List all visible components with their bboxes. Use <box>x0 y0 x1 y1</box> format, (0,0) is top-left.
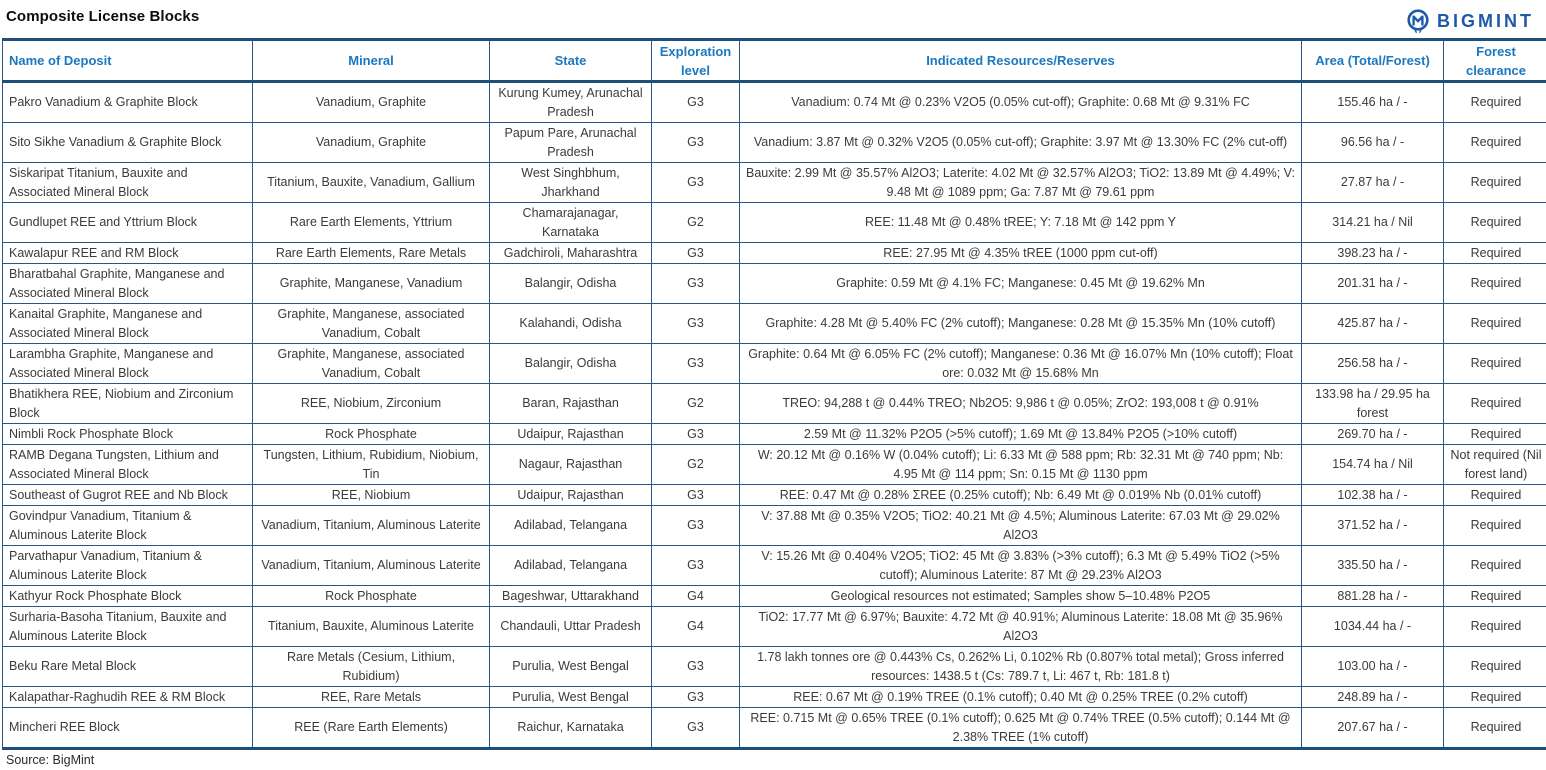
composite-license-table <box>2 38 1546 750</box>
cell-area-total-forest: 314.21 ha / Nil <box>1302 203 1444 243</box>
cell-exploration-level: G2 <box>652 203 740 243</box>
cell-forest-clearance: Required <box>1444 203 1546 243</box>
cell-name-of-deposit: Kalapathar-Raghudih REE & RM Block <box>3 687 253 708</box>
cell-state: Balangir, Odisha <box>490 264 652 304</box>
cell-area-total-forest: 335.50 ha / - <box>1302 546 1444 586</box>
cell-indicated-resources: REE: 11.48 Mt @ 0.48% tREE; Y: 7.18 Mt @ 142 ppm Y <box>740 203 1302 243</box>
cell-indicated-resources: Graphite: 4.28 Mt @ 5.40% FC (2% cutoff); Manganese: 0.28 Mt @ 15.35% Mn (10% cutoff) <box>740 304 1302 344</box>
cell-state: Nagaur, Rajasthan <box>490 445 652 485</box>
cell-exploration-level: G3 <box>652 82 740 123</box>
cell-mineral: Rock Phosphate <box>253 424 490 445</box>
table-row <box>3 546 1546 586</box>
cell-forest-clearance: Required <box>1444 384 1546 424</box>
cell-forest-clearance: Not required (Nil forest land) <box>1444 445 1546 485</box>
table-row <box>3 163 1546 203</box>
table-row <box>3 203 1546 243</box>
cell-name-of-deposit: Siskaripat Titanium, Bauxite and Associated Mineral Block <box>3 163 253 203</box>
cell-area-total-forest: 154.74 ha / Nil <box>1302 445 1444 485</box>
cell-state: Purulia, West Bengal <box>490 647 652 687</box>
table-row <box>3 264 1546 304</box>
cell-mineral: REE, Niobium <box>253 485 490 506</box>
header-mineral: Mineral <box>253 40 490 82</box>
cell-exploration-level: G3 <box>652 708 740 749</box>
cell-state: Gadchiroli, Maharashtra <box>490 243 652 264</box>
cell-indicated-resources: TiO2: 17.77 Mt @ 6.97%; Bauxite: 4.72 Mt @ 40.91%; Aluminous Laterite: 18.08 Mt @ 35.96% Al2O3 <box>740 607 1302 647</box>
table-row <box>3 82 1546 123</box>
cell-exploration-level: G3 <box>652 123 740 163</box>
cell-exploration-level: G3 <box>652 424 740 445</box>
table-row <box>3 647 1546 687</box>
cell-forest-clearance: Required <box>1444 243 1546 264</box>
cell-name-of-deposit: Surharia-Basoha Titanium, Bauxite and Aluminous Laterite Block <box>3 607 253 647</box>
header-state: State <box>490 40 652 82</box>
cell-forest-clearance: Required <box>1444 123 1546 163</box>
cell-indicated-resources: REE: 0.715 Mt @ 0.65% TREE (0.1% cutoff); 0.625 Mt @ 0.74% TREE (0.5% cutoff); 0.144 Mt @ 2.38% TREE (1% cutoff) <box>740 708 1302 749</box>
cell-forest-clearance: Required <box>1444 506 1546 546</box>
cell-indicated-resources: REE: 0.47 Mt @ 0.28% ΣREE (0.25% cutoff); Nb: 6.49 Mt @ 0.019% Nb (0.01% cutoff) <box>740 485 1302 506</box>
cell-mineral: Graphite, Manganese, Vanadium <box>253 264 490 304</box>
cell-forest-clearance: Required <box>1444 264 1546 304</box>
table-row <box>3 384 1546 424</box>
header-indicated-resources: Indicated Resources/Reserves <box>740 40 1302 82</box>
cell-forest-clearance: Required <box>1444 424 1546 445</box>
table-row <box>3 586 1546 607</box>
cell-name-of-deposit: Beku Rare Metal Block <box>3 647 253 687</box>
cell-name-of-deposit: Gundlupet REE and Yttrium Block <box>3 203 253 243</box>
cell-name-of-deposit: Southeast of Gugrot REE and Nb Block <box>3 485 253 506</box>
cell-area-total-forest: 248.89 ha / - <box>1302 687 1444 708</box>
cell-name-of-deposit: Kawalapur REE and RM Block <box>3 243 253 264</box>
table-row <box>3 123 1546 163</box>
cell-forest-clearance: Required <box>1444 546 1546 586</box>
cell-state: Udaipur, Rajasthan <box>490 424 652 445</box>
table-row <box>3 243 1546 264</box>
cell-forest-clearance: Required <box>1444 344 1546 384</box>
cell-name-of-deposit: Kathyur Rock Phosphate Block <box>3 586 253 607</box>
cell-exploration-level: G3 <box>652 687 740 708</box>
cell-name-of-deposit: Mincheri REE Block <box>3 708 253 749</box>
cell-area-total-forest: 425.87 ha / - <box>1302 304 1444 344</box>
table-body <box>3 82 1546 749</box>
cell-forest-clearance: Required <box>1444 687 1546 708</box>
cell-area-total-forest: 881.28 ha / - <box>1302 586 1444 607</box>
cell-name-of-deposit: RAMB Degana Tungsten, Lithium and Associated Mineral Block <box>3 445 253 485</box>
table-row <box>3 485 1546 506</box>
topbar <box>2 0 1544 38</box>
cell-exploration-level: G3 <box>652 243 740 264</box>
cell-area-total-forest: 201.31 ha / - <box>1302 264 1444 304</box>
cell-exploration-level: G4 <box>652 607 740 647</box>
table-row <box>3 607 1546 647</box>
cell-name-of-deposit: Bhatikhera REE, Niobium and Zirconium Block <box>3 384 253 424</box>
cell-state: Raichur, Karnataka <box>490 708 652 749</box>
cell-area-total-forest: 155.46 ha / - <box>1302 82 1444 123</box>
cell-exploration-level: G3 <box>652 546 740 586</box>
cell-indicated-resources: Graphite: 0.64 Mt @ 6.05% FC (2% cutoff); Manganese: 0.36 Mt @ 16.07% Mn (10% cutoff); Float ore: 0.032 Mt @ 15.68% Mn <box>740 344 1302 384</box>
cell-name-of-deposit: Pakro Vanadium & Graphite Block <box>3 82 253 123</box>
cell-state: Adilabad, Telangana <box>490 506 652 546</box>
cell-exploration-level: G2 <box>652 384 740 424</box>
cell-mineral: Vanadium, Titanium, Aluminous Laterite <box>253 546 490 586</box>
cell-state: Kurung Kumey, Arunachal Pradesh <box>490 82 652 123</box>
cell-mineral: Rare Earth Elements, Rare Metals <box>253 243 490 264</box>
cell-area-total-forest: 96.56 ha / - <box>1302 123 1444 163</box>
page-title: Composite License Blocks <box>6 8 199 25</box>
cell-indicated-resources: 2.59 Mt @ 11.32% P2O5 (>5% cutoff); 1.69 Mt @ 13.84% P2O5 (>10% cutoff) <box>740 424 1302 445</box>
cell-exploration-level: G3 <box>652 304 740 344</box>
cell-indicated-resources: V: 15.26 Mt @ 0.404% V2O5; TiO2: 45 Mt @ 3.83% (>3% cutoff); 6.3 Mt @ 5.49% TiO2 (>5% cutoff); Aluminous Laterite: 87 Mt @ 29.23% Al2O3 <box>740 546 1302 586</box>
cell-area-total-forest: 269.70 ha / - <box>1302 424 1444 445</box>
cell-name-of-deposit: Govindpur Vanadium, Titanium & Aluminous Laterite Block <box>3 506 253 546</box>
cell-forest-clearance: Required <box>1444 304 1546 344</box>
cell-area-total-forest: 371.52 ha / - <box>1302 506 1444 546</box>
cell-exploration-level: G3 <box>652 163 740 203</box>
cell-indicated-resources: Vanadium: 3.87 Mt @ 0.32% V2O5 (0.05% cut-off); Graphite: 3.97 Mt @ 13.30% FC (2% cut-off) <box>740 123 1302 163</box>
cell-mineral: Tungsten, Lithium, Rubidium, Niobium, Tin <box>253 445 490 485</box>
cell-area-total-forest: 27.87 ha / - <box>1302 163 1444 203</box>
cell-indicated-resources: Graphite: 0.59 Mt @ 4.1% FC; Manganese: 0.45 Mt @ 19.62% Mn <box>740 264 1302 304</box>
cell-area-total-forest: 207.67 ha / - <box>1302 708 1444 749</box>
table-row <box>3 304 1546 344</box>
bigmint-circle-m-icon <box>1405 8 1431 34</box>
cell-name-of-deposit: Kanaital Graphite, Manganese and Associated Mineral Block <box>3 304 253 344</box>
cell-forest-clearance: Required <box>1444 586 1546 607</box>
cell-exploration-level: G3 <box>652 506 740 546</box>
cell-mineral: Vanadium, Graphite <box>253 82 490 123</box>
cell-state: Balangir, Odisha <box>490 344 652 384</box>
table-row <box>3 344 1546 384</box>
cell-exploration-level: G4 <box>652 586 740 607</box>
cell-exploration-level: G3 <box>652 264 740 304</box>
cell-indicated-resources: W: 20.12 Mt @ 0.16% W (0.04% cutoff); Li: 6.33 Mt @ 588 ppm; Rb: 32.31 Mt @ 740 ppm; Nb: 4.95 Mt @ 114 ppm; Sn: 0.15 Mt @ 1130 ppm <box>740 445 1302 485</box>
cell-mineral: Titanium, Bauxite, Aluminous Laterite <box>253 607 490 647</box>
cell-forest-clearance: Required <box>1444 607 1546 647</box>
cell-mineral: Vanadium, Graphite <box>253 123 490 163</box>
cell-area-total-forest: 102.38 ha / - <box>1302 485 1444 506</box>
cell-state: Chandauli, Uttar Pradesh <box>490 607 652 647</box>
cell-forest-clearance: Required <box>1444 82 1546 123</box>
cell-mineral: Graphite, Manganese, associated Vanadium, Cobalt <box>253 304 490 344</box>
cell-state: Purulia, West Bengal <box>490 687 652 708</box>
cell-area-total-forest: 398.23 ha / - <box>1302 243 1444 264</box>
cell-exploration-level: G3 <box>652 344 740 384</box>
bigmint-wordmark: BIGMINT <box>1437 11 1534 32</box>
cell-exploration-level: G3 <box>652 647 740 687</box>
bigmint-logo <box>1405 8 1534 34</box>
cell-indicated-resources: Geological resources not estimated; Samples show 5–10.48% P2O5 <box>740 586 1302 607</box>
cell-mineral: Graphite, Manganese, associated Vanadium, Cobalt <box>253 344 490 384</box>
header-exploration-level: Exploration level <box>652 40 740 82</box>
cell-mineral: Vanadium, Titanium, Aluminous Laterite <box>253 506 490 546</box>
cell-name-of-deposit: Sito Sikhe Vanadium & Graphite Block <box>3 123 253 163</box>
cell-state: Kalahandi, Odisha <box>490 304 652 344</box>
cell-name-of-deposit: Larambha Graphite, Manganese and Associated Mineral Block <box>3 344 253 384</box>
cell-name-of-deposit: Nimbli Rock Phosphate Block <box>3 424 253 445</box>
cell-exploration-level: G2 <box>652 445 740 485</box>
cell-forest-clearance: Required <box>1444 647 1546 687</box>
cell-area-total-forest: 103.00 ha / - <box>1302 647 1444 687</box>
cell-state: Bageshwar, Uttarakhand <box>490 586 652 607</box>
cell-mineral: REE, Niobium, Zirconium <box>253 384 490 424</box>
cell-area-total-forest: 133.98 ha / 29.95 ha forest <box>1302 384 1444 424</box>
table-row <box>3 708 1546 749</box>
cell-state: Udaipur, Rajasthan <box>490 485 652 506</box>
cell-indicated-resources: REE: 0.67 Mt @ 0.19% TREE (0.1% cutoff); 0.40 Mt @ 0.25% TREE (0.2% cutoff) <box>740 687 1302 708</box>
table-row <box>3 506 1546 546</box>
cell-name-of-deposit: Bharatbahal Graphite, Manganese and Associated Mineral Block <box>3 264 253 304</box>
cell-mineral: Rock Phosphate <box>253 586 490 607</box>
cell-mineral: REE (Rare Earth Elements) <box>253 708 490 749</box>
table-row <box>3 445 1546 485</box>
cell-state: Chamarajanagar, Karnataka <box>490 203 652 243</box>
header-forest-clearance: Forest clearance <box>1444 40 1546 82</box>
table-row <box>3 687 1546 708</box>
cell-forest-clearance: Required <box>1444 708 1546 749</box>
cell-mineral: Rare Metals (Cesium, Lithium, Rubidium) <box>253 647 490 687</box>
cell-indicated-resources: Bauxite: 2.99 Mt @ 35.57% Al2O3; Laterite: 4.02 Mt @ 32.57% Al2O3; TiO2: 13.89 Mt @ 4.49%; V: 9.48 Mt @ 1089 ppm; Ga: 7.87 Mt @ 79.61 ppm <box>740 163 1302 203</box>
cell-forest-clearance: Required <box>1444 485 1546 506</box>
cell-name-of-deposit: Parvathapur Vanadium, Titanium & Aluminous Laterite Block <box>3 546 253 586</box>
header-area-total-forest: Area (Total/Forest) <box>1302 40 1444 82</box>
cell-indicated-resources: TREO: 94,288 t @ 0.44% TREO; Nb2O5: 9,986 t @ 0.05%; ZrO2: 193,008 t @ 0.91% <box>740 384 1302 424</box>
cell-exploration-level: G3 <box>652 485 740 506</box>
cell-indicated-resources: 1.78 lakh tonnes ore @ 0.443% Cs, 0.262% Li, 0.102% Rb (0.807% total metal); Gross inferred resources: 1438.5 t (Cs: 789.7 t, Li: 467 t, Rb: 181.8 t) <box>740 647 1302 687</box>
cell-mineral: Rare Earth Elements, Yttrium <box>253 203 490 243</box>
cell-state: Baran, Rajasthan <box>490 384 652 424</box>
cell-area-total-forest: 1034.44 ha / - <box>1302 607 1444 647</box>
cell-indicated-resources: Vanadium: 0.74 Mt @ 0.23% V2O5 (0.05% cut-off); Graphite: 0.68 Mt @ 9.31% FC <box>740 82 1302 123</box>
cell-mineral: Titanium, Bauxite, Vanadium, Gallium <box>253 163 490 203</box>
cell-state: Papum Pare, Arunachal Pradesh <box>490 123 652 163</box>
table-header <box>3 40 1546 82</box>
table-row <box>3 424 1546 445</box>
cell-state: West Singhbhum, Jharkhand <box>490 163 652 203</box>
cell-area-total-forest: 256.58 ha / - <box>1302 344 1444 384</box>
cell-indicated-resources: V: 37.88 Mt @ 0.35% V2O5; TiO2: 40.21 Mt @ 4.5%; Aluminous Laterite: 67.03 Mt @ 29.02% Al2O3 <box>740 506 1302 546</box>
cell-indicated-resources: REE: 27.95 Mt @ 4.35% tREE (1000 ppm cut-off) <box>740 243 1302 264</box>
header-row <box>3 40 1546 82</box>
cell-forest-clearance: Required <box>1444 163 1546 203</box>
source-attribution: Source: BigMint <box>2 750 1544 770</box>
cell-state: Adilabad, Telangana <box>490 546 652 586</box>
cell-mineral: REE, Rare Metals <box>253 687 490 708</box>
header-name-of-deposit: Name of Deposit <box>3 40 253 82</box>
